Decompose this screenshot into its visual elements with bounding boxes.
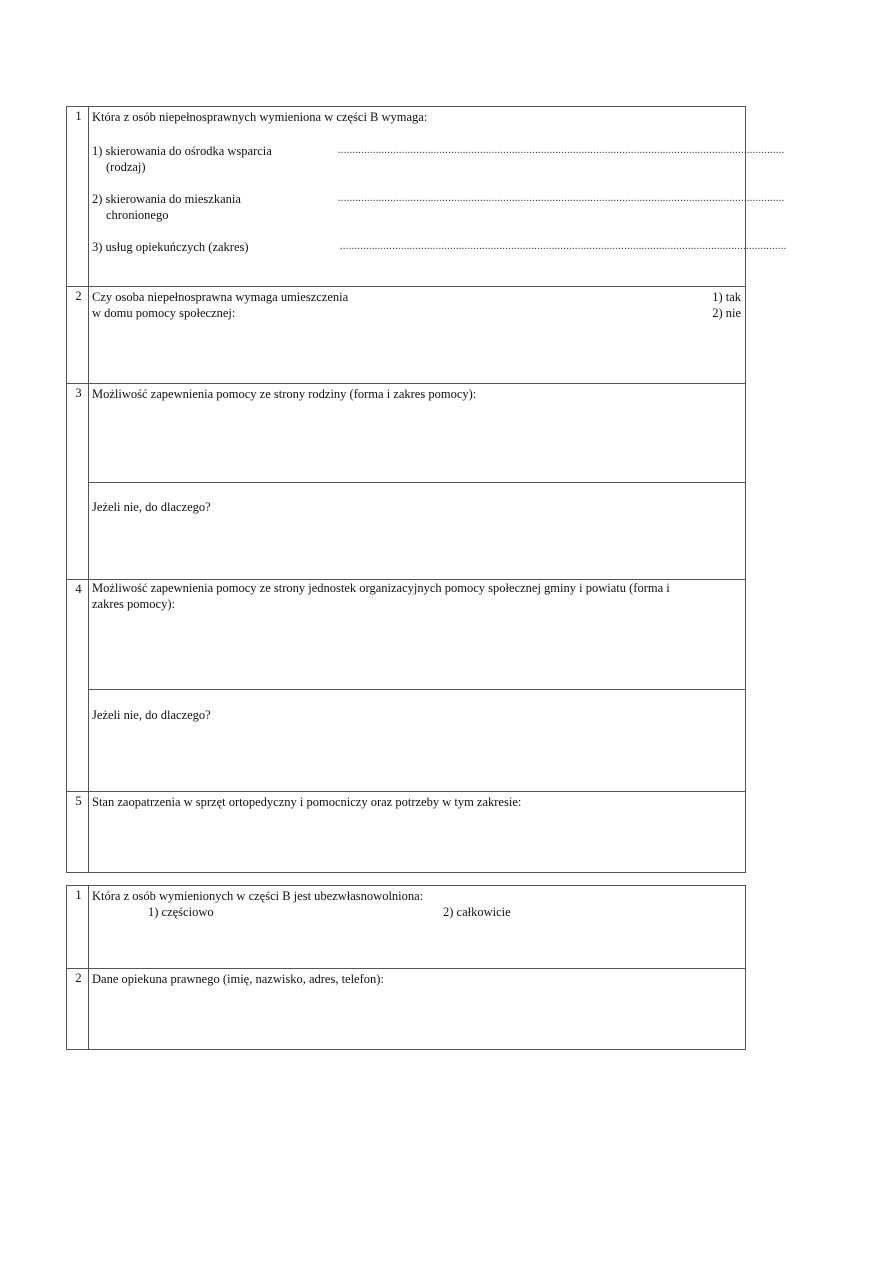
item-label: 1) skierowania do ośrodka wsparcia bbox=[92, 144, 272, 158]
question-number: 5 bbox=[75, 794, 82, 808]
question-number: 4 bbox=[75, 582, 82, 596]
question-row-2 bbox=[66, 968, 746, 1050]
question-number: 2 bbox=[75, 289, 82, 303]
question-row-1 bbox=[66, 106, 787, 286]
question-number: 2 bbox=[75, 971, 82, 985]
option-partial[interactable]: 1) częściowo bbox=[148, 905, 214, 919]
question-number: 1 bbox=[75, 109, 82, 123]
question-text: Dane opiekuna prawnego (imię, nazwisko, adres, telefon): bbox=[92, 972, 384, 986]
item-label-cont: (rodzaj) bbox=[106, 160, 146, 174]
question-text: Możliwość zapewnienia pomocy ze strony jednostek organizacyjnych pomocy społecznej gminy i powiatu (forma i bbox=[92, 581, 670, 595]
question-number: 3 bbox=[75, 386, 82, 400]
question-number: 1 bbox=[75, 888, 82, 902]
answer-field[interactable] bbox=[89, 580, 745, 689]
question-text: Która z osób niepełnosprawnych wymieniona w części B wymaga: bbox=[92, 110, 428, 124]
question-row-3 bbox=[66, 383, 746, 579]
form-section-a bbox=[66, 106, 787, 873]
item-label-cont: chronionego bbox=[106, 208, 169, 222]
item-label: 2) skierowania do mieszkania bbox=[92, 192, 241, 206]
list-item bbox=[92, 191, 785, 222]
question-row-4 bbox=[66, 579, 746, 791]
option-full[interactable]: 2) całkowicie bbox=[443, 905, 511, 919]
question-text: Możliwość zapewnienia pomocy ze strony rodziny (forma i zakres pomocy): bbox=[92, 387, 477, 401]
answer-field[interactable] bbox=[88, 792, 746, 872]
list-item bbox=[92, 239, 787, 255]
sub-question-text: Jeżeli nie, do dlaczego? bbox=[92, 500, 211, 514]
option-yes[interactable]: 1) tak bbox=[712, 290, 741, 304]
sub-question-text: Jeżeli nie, do dlaczego? bbox=[92, 708, 211, 722]
list-item bbox=[92, 143, 785, 174]
answer-field-reason[interactable] bbox=[89, 689, 745, 791]
answer-options bbox=[712, 289, 741, 321]
option-no[interactable]: 2) nie bbox=[712, 306, 741, 320]
question-text: Która z osób wymienionych w części B jest ubezwłasnowolniona: bbox=[92, 889, 424, 903]
fill-in-line[interactable]: .......................................................................................................................................................... bbox=[338, 145, 785, 156]
fill-in-line[interactable]: .......................................................................................................................................................... bbox=[338, 193, 785, 204]
answer-field[interactable] bbox=[89, 384, 745, 482]
fill-in-line[interactable]: .......................................................................................................................................................... bbox=[340, 241, 787, 252]
question-text-cont: zakres pomocy): bbox=[92, 597, 175, 611]
question-row-5 bbox=[66, 791, 746, 873]
question-text-cont: w domu pomocy społecznej: bbox=[92, 306, 236, 320]
item-label: 3) usług opiekuńczych (zakres) bbox=[92, 240, 249, 254]
question-row-2 bbox=[66, 286, 746, 383]
question-text: Czy osoba niepełnosprawna wymaga umieszczenia bbox=[92, 290, 349, 304]
form-section-b bbox=[66, 885, 746, 1050]
answer-field-reason[interactable] bbox=[89, 482, 745, 579]
answer-field[interactable] bbox=[88, 969, 746, 1049]
question-text: Stan zaopatrzenia w sprzęt ortopedyczny i pomocniczy oraz potrzeby w tym zakresie: bbox=[92, 795, 522, 809]
question-row-1 bbox=[66, 885, 746, 968]
